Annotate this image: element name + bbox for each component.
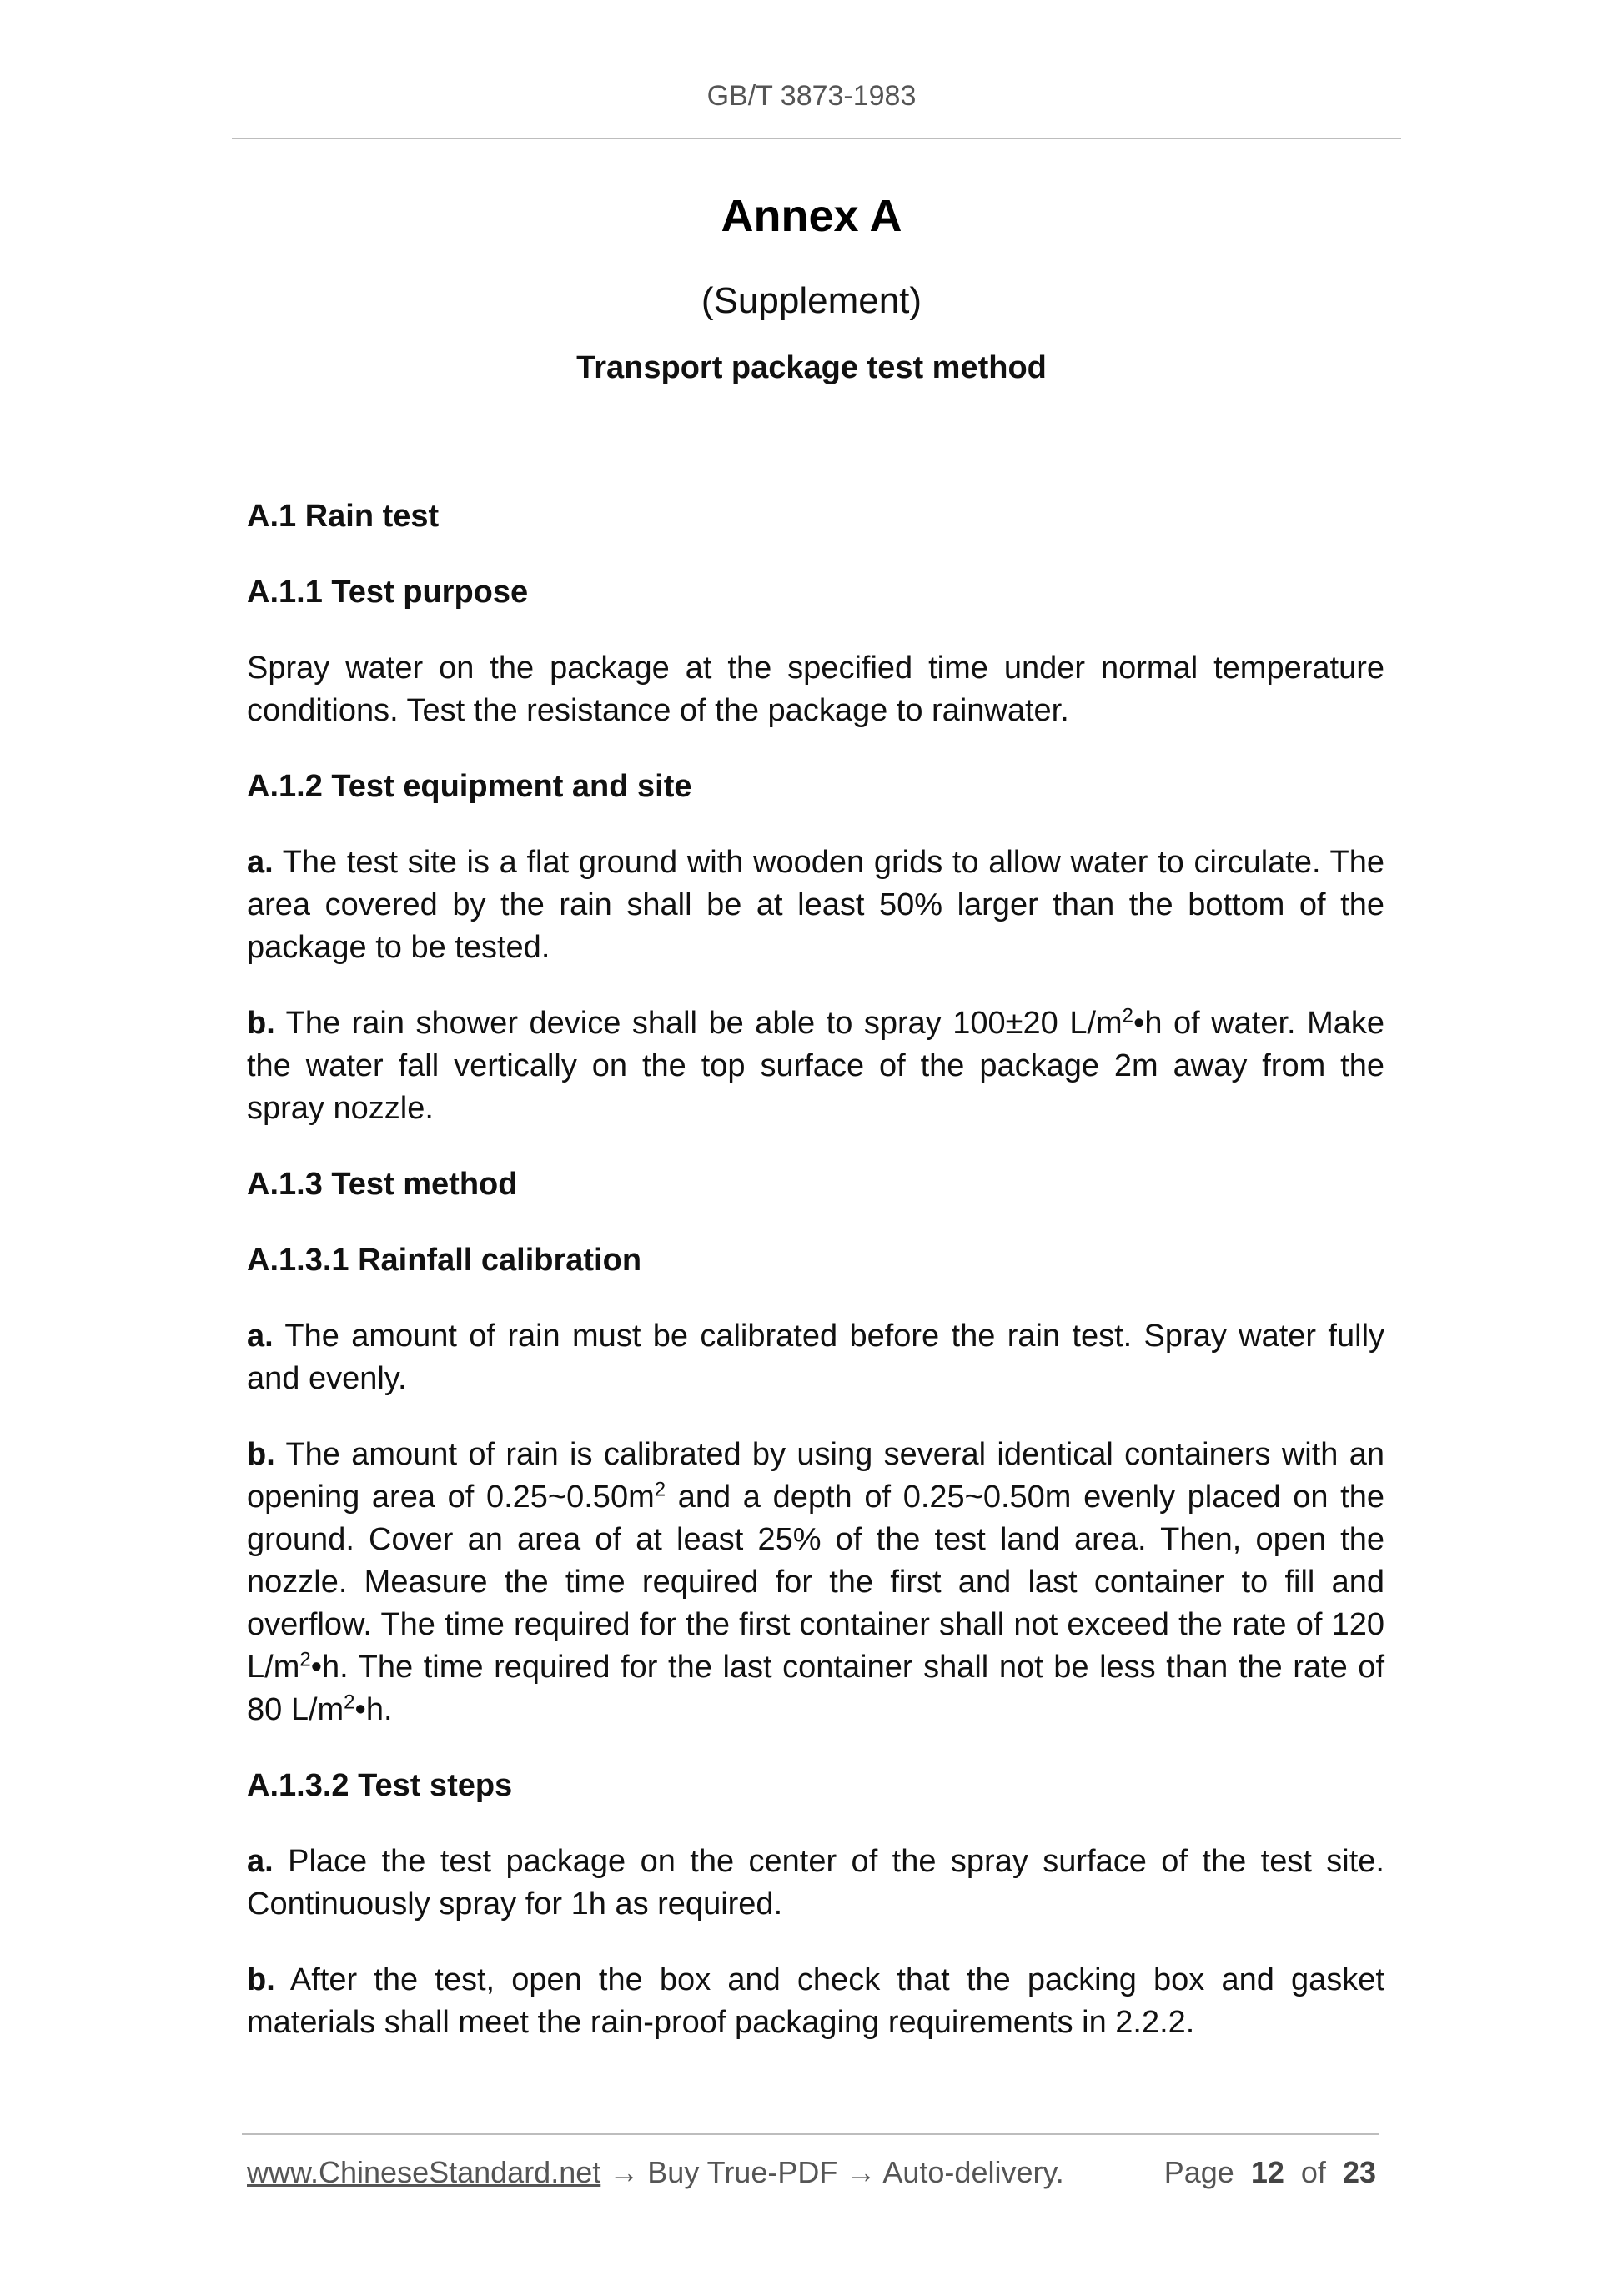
page-total: 23 <box>1342 2155 1376 2189</box>
superscript: 2 <box>344 1691 355 1714</box>
paragraph-test-purpose <box>247 647 1384 732</box>
document-body <box>247 495 1384 2077</box>
paragraph-text: •h of water. Make the water fall vertically on the top surface of the package 2m away from the spray nozzle. <box>247 1006 1385 1126</box>
item-label: a. <box>247 1844 274 1879</box>
paragraph-a131-a <box>247 1315 1384 1400</box>
paragraph-a12-b <box>247 1002 1384 1130</box>
annex-subtitle: (Supplement) <box>701 280 922 321</box>
of-label: of <box>1300 2155 1326 2189</box>
page-label: Page <box>1163 2155 1234 2189</box>
paragraph-text: Spray water on the package at the specified time under normal temperature conditions. Test the resistance of the package to rainwater. <box>247 651 1384 728</box>
section-heading-a12: A.1.2 Test equipment and site <box>247 769 692 804</box>
annex-caption: Transport package test method <box>576 350 1047 385</box>
paragraph-text: The rain shower device shall be able to spray 100±20 L/m <box>285 1006 1123 1041</box>
paragraph-a12-a <box>247 842 1384 969</box>
page-footer <box>247 2155 1384 2198</box>
paragraph-a132-b <box>247 1959 1384 2044</box>
paragraph-text: The amount of rain is calibrated by using several identical containers with an opening area of 0.25~0.50m <box>247 1437 1384 1515</box>
paragraph-a132-a <box>247 1841 1384 1926</box>
paragraph-text: Place the test package on the center of the spray surface of the test site. Continuously spray for 1h as required. <box>247 1844 1384 1922</box>
item-label: a. <box>247 845 274 880</box>
delivery-text: Auto-delivery. <box>882 2155 1064 2189</box>
annex-title: Annex A <box>721 191 902 241</box>
item-label: b. <box>247 1962 275 1997</box>
website-link[interactable]: www.ChineseStandard.net <box>247 2155 601 2189</box>
superscript: 2 <box>1122 1004 1134 1027</box>
superscript: 2 <box>654 1478 666 1501</box>
paragraph-text: and a depth of 0.25~0.50m evenly placed on the ground. Cover an area of at least 25% of the test land area. Then, open the nozzle. Measure the time required for the first and last container to fill and overflow. The time required for the first container shall not exceed the rate of 120 L/m <box>247 1480 1384 1685</box>
superscript: 2 <box>299 1648 311 1671</box>
section-heading-a1: A.1 Rain test <box>247 499 440 534</box>
buy-text: Buy True-PDF <box>647 2155 838 2189</box>
page-current: 12 <box>1250 2155 1284 2189</box>
item-label: a. <box>247 1319 274 1354</box>
paragraph-text: After the test, open the box and check that the packing box and gasket materials shall meet the rain-proof packaging requirements in 2.2.2. <box>247 1962 1384 2040</box>
section-heading-a11: A.1.1 Test purpose <box>247 575 529 610</box>
arrow-icon: → <box>609 2155 640 2189</box>
paragraph-text: •h. <box>354 1692 393 1727</box>
page-indicator <box>1164 2155 1376 2190</box>
paragraph-a131-b <box>247 1434 1384 1731</box>
section-heading-a132: A.1.3.2 Test steps <box>247 1768 513 1803</box>
section-heading-a13: A.1.3 Test method <box>247 1167 518 1202</box>
paragraph-text: The amount of rain must be calibrated before the rain test. Spray water fully and evenly. <box>247 1319 1385 1396</box>
footer-divider <box>242 2133 1379 2135</box>
header-divider <box>232 138 1401 139</box>
item-label: b. <box>247 1006 275 1041</box>
item-label: b. <box>247 1437 275 1472</box>
running-header: GB/T 3873-1983 <box>706 80 917 112</box>
section-heading-a131: A.1.3.1 Rainfall calibration <box>247 1243 642 1278</box>
paragraph-text: The test site is a flat ground with wooden grids to allow water to circulate. The area covered by the rain shall be at least 50% larger than the bottom of the package to be tested. <box>247 845 1384 965</box>
footer-promo <box>247 2155 1064 2190</box>
paragraph-text: •h. The time required for the last container shall not be less than the rate of 80 L/m <box>247 1650 1384 1727</box>
arrow-icon: → <box>846 2155 877 2189</box>
